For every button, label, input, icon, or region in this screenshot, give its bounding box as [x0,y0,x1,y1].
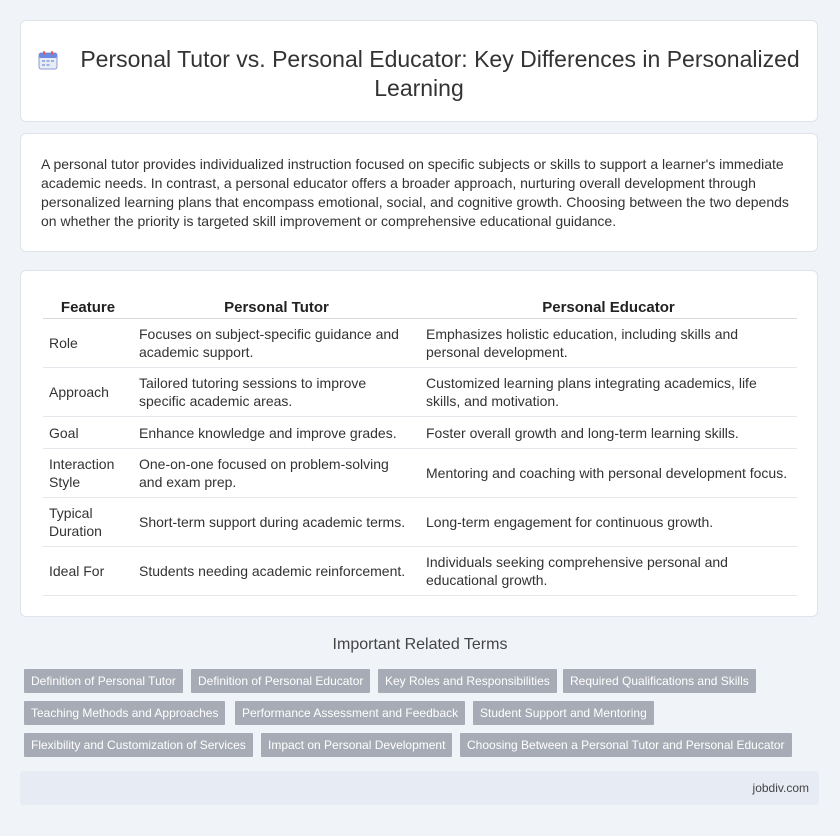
row-tutor: Tailored tutoring sessions to improve specific academic areas. [133,368,420,417]
row-educator: Customized learning plans integrating academics, life skills, and motivation. [420,368,797,417]
row-educator: Mentoring and coaching with personal development focus. [420,449,797,498]
tag-link[interactable]: Definition of Personal Tutor [24,669,183,693]
comparison-card [20,270,818,617]
table-row [43,319,797,368]
intro-paragraph: A personal tutor provides individualized instruction focused on specific subjects or skills to support a learner's immediate academic needs. In contrast, a personal educator offers a broader approach, nurturing overall development through personalized learning plans that encompass emotional, social, and cognitive growth. Choosing between the two depends on whether the priority is targeted skill improvement or comprehensive educational guidance. [41,156,789,229]
header-feature: Feature [43,296,133,319]
tag-link[interactable]: Key Roles and Responsibilities [378,669,557,693]
table-row [43,417,797,449]
title-card [20,20,818,122]
calendar-icon [38,48,58,68]
row-feature: Approach [43,368,133,417]
row-educator: Individuals seeking comprehensive personal and educational growth. [420,547,797,596]
row-tutor: Enhance knowledge and improve grades. [133,417,420,449]
row-educator: Emphasizes holistic education, including skills and personal development. [420,319,797,368]
row-feature: Interaction Style [43,449,133,498]
table-row [43,449,797,498]
tag-link[interactable]: Impact on Personal Development [261,733,452,757]
intro-card [20,133,818,252]
tag-link[interactable]: Required Qualifications and Skills [563,669,756,693]
row-tutor: Students needing academic reinforcement. [133,547,420,596]
header-personal-educator: Personal Educator [420,296,797,319]
table-header-row [43,296,797,319]
related-terms-title: Important Related Terms [332,636,508,653]
tag-link[interactable]: Performance Assessment and Feedback [235,701,465,725]
row-educator: Long-term engagement for continuous growth. [420,498,797,547]
row-feature: Role [43,319,133,368]
table-row [43,368,797,417]
row-feature: Typical Duration [43,498,133,547]
tag-link[interactable]: Teaching Methods and Approaches [24,701,225,725]
page-title [21,21,817,103]
row-feature: Goal [43,417,133,449]
table-row [43,498,797,547]
footer-site[interactable]: jobdiv.com [752,781,809,795]
tag-link[interactable]: Student Support and Mentoring [473,701,654,725]
row-educator: Foster overall growth and long-term learning skills. [420,417,797,449]
row-tutor: One-on-one focused on problem-solving and exam prep. [133,449,420,498]
footer [20,771,819,805]
tag-link[interactable]: Definition of Personal Educator [191,669,370,693]
header-personal-tutor: Personal Tutor [133,296,420,319]
comparison-table [43,296,797,596]
row-tutor: Short-term support during academic terms. [133,498,420,547]
row-feature: Ideal For [43,547,133,596]
page-title-text: Personal Tutor vs. Personal Educator: Key Differences in Personalized Learning [80,46,800,101]
tag-link[interactable]: Choosing Between a Personal Tutor and Personal Educator [460,733,792,757]
row-tutor: Focuses on subject-specific guidance and academic support. [133,319,420,368]
tag-link[interactable]: Flexibility and Customization of Services [24,733,253,757]
table-row [43,547,797,596]
